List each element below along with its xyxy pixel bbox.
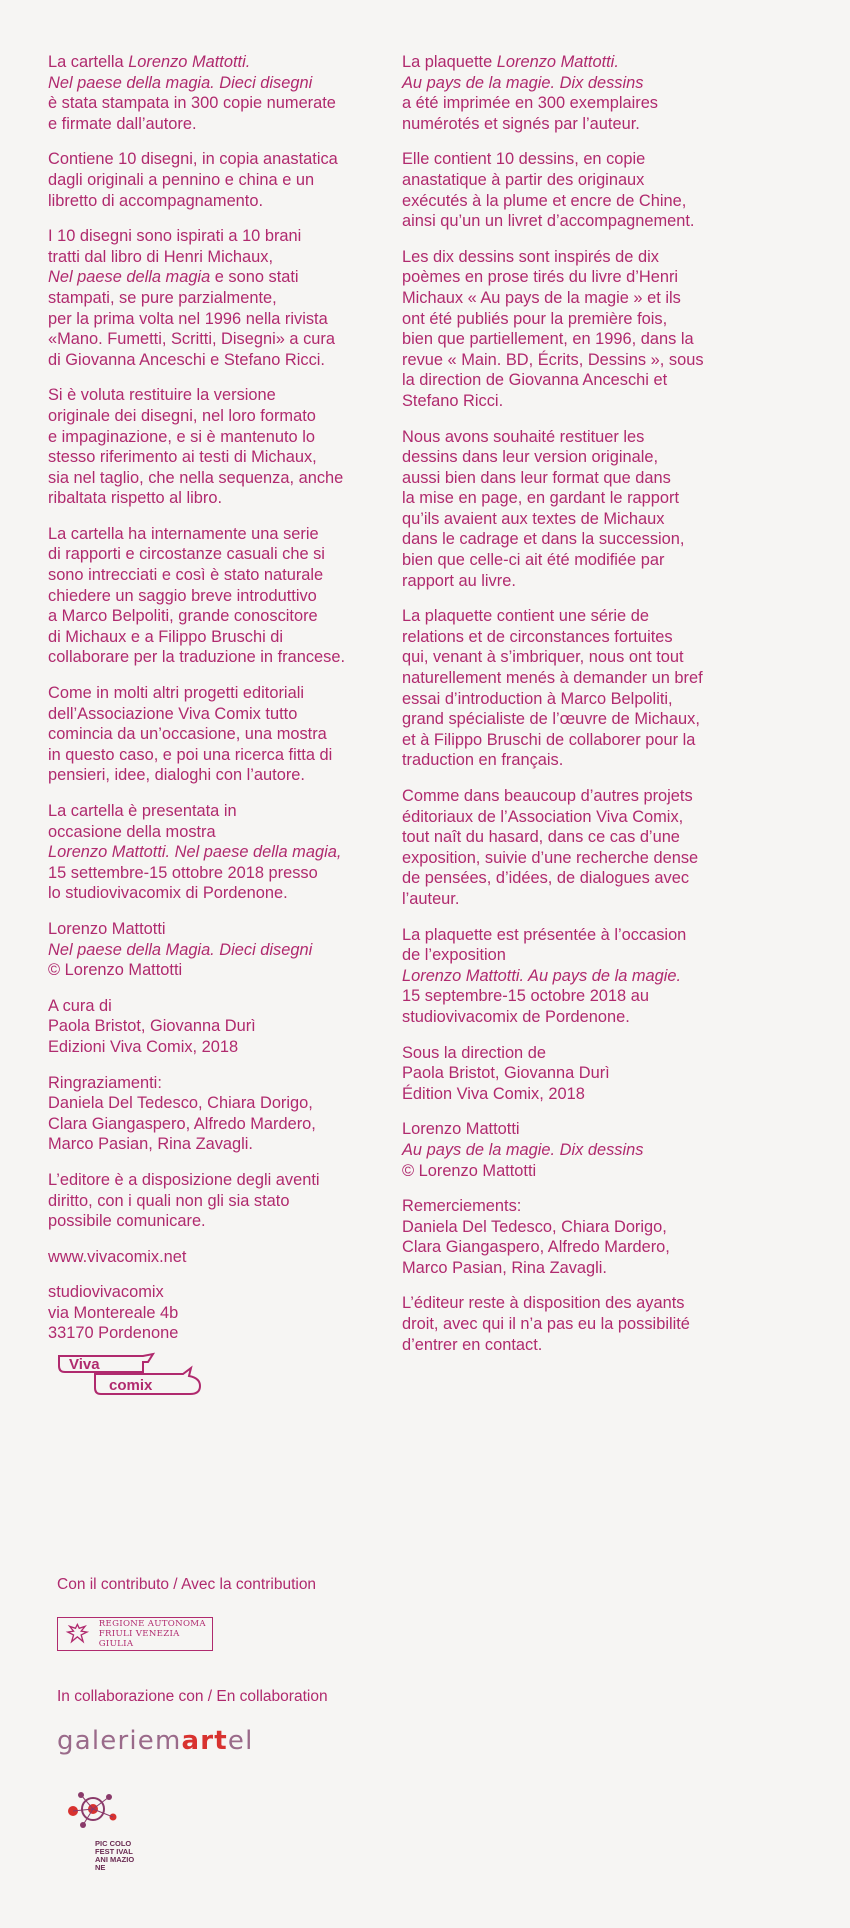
italian-text-line: possibile comunicare.	[48, 1212, 206, 1231]
french-text-line: Marco Pasian, Rina Zavagli.	[402, 1258, 607, 1277]
italian-text-line: chiedere un saggio breve introduttivo	[48, 586, 317, 605]
italian-text-line: La cartella è presentata in	[48, 802, 237, 820]
region-logo	[57, 1617, 213, 1651]
italian-paragraph	[48, 1073, 386, 1155]
french-text-line: dessins dans leur version originale,	[402, 448, 659, 467]
italian-text-line: studiovivacomix	[48, 1283, 164, 1302]
french-paragraph	[402, 1119, 782, 1181]
galerie-post: el	[227, 1726, 254, 1756]
italian-text-line: Marco Pasian, Rina Zavagli.	[48, 1135, 253, 1154]
italian-text-line: è stata stampata in 300 copie numerate	[48, 94, 336, 113]
region-line2: FRIULI VENEZIA GIULIA	[98, 1629, 180, 1649]
french-text-line: anastatique à partir des originaux	[402, 170, 645, 189]
italian-text-line: La cartella ha internamente una serie	[48, 524, 319, 543]
french-text-line: Comme dans beaucoup d’autres projets	[402, 787, 693, 805]
italian-text-line: diritto, con i quali non gli sia stato	[48, 1191, 290, 1210]
french-text-line: exécutés à la plume et encre de Chine,	[402, 191, 687, 210]
piccolo-festival-text: PIC COLO FEST IVAL ANI MAZIO NE	[95, 1839, 135, 1872]
french-paragraph	[402, 925, 782, 1028]
italian-text-line: occasione della mostra	[48, 822, 216, 841]
french-text-line: et à Filippo Bruschi de collaborer pour la	[402, 730, 696, 749]
italian-paragraph	[48, 919, 386, 981]
italian-paragraph	[48, 1282, 386, 1344]
french-text-line: Les dix dessins sont inspirés de dix	[402, 247, 659, 266]
italian-text-line: sia nel taglio, che nella sequenza, anche	[48, 468, 344, 487]
italian-text-line: comincia da un’occasione, una mostra	[48, 725, 327, 744]
french-text-line: © Lorenzo Mattotti	[402, 1161, 537, 1180]
french-text-line: Stefano Ricci.	[402, 391, 504, 410]
italian-text-line: Daniela Del Tedesco, Chiara Dorigo,	[48, 1094, 313, 1113]
italian-paragraph	[48, 801, 386, 904]
italian-text-line: a Marco Belpoliti, grande conoscitore	[48, 607, 318, 626]
french-text-line: La plaquette Lorenzo Mattotti.	[402, 53, 619, 71]
italian-text-line: per la prima volta nel 1996 nella rivista	[48, 309, 328, 328]
french-paragraph	[402, 149, 782, 231]
french-text-line: dans le cadrage et dans la succession,	[402, 530, 685, 549]
italian-text-line: Come in molti altri progetti editoriali	[48, 684, 304, 703]
french-text-line: Lorenzo Mattotti	[402, 1120, 520, 1139]
french-text-line: Elle contient 10 dessins, en copie	[402, 150, 646, 169]
italian-text-line: Nel paese della Magia. Dieci disegni	[48, 940, 313, 959]
italian-text-line: Lorenzo Mattotti. Nel paese della magia,	[48, 843, 342, 862]
french-column	[402, 52, 782, 1370]
french-text-line: qui, venant à s’imbriquer, nous ont tout	[402, 648, 684, 667]
french-text-line: Remerciements:	[402, 1197, 522, 1216]
italian-text-line: Ringraziamenti:	[48, 1073, 162, 1092]
french-text-line: Au pays de la magie. Dix dessins	[402, 73, 644, 92]
collaboration-label: In collaborazione con / En collaboration	[57, 1688, 328, 1705]
italian-text-line: © Lorenzo Mattotti	[48, 961, 183, 980]
italian-text-line: e impaginazione, e si è mantenuto lo	[48, 427, 315, 446]
french-text-line: Nous avons souhaité restituer les	[402, 427, 645, 446]
italian-paragraph	[48, 996, 386, 1058]
italian-text-line: Contiene 10 disegni, in copia anastatica	[48, 150, 338, 169]
french-text-line: tout naît du hasard, dans ce cas d’une	[402, 828, 680, 847]
french-paragraph	[402, 247, 782, 412]
italian-text-line: Clara Giangaspero, Alfredo Mardero,	[48, 1114, 316, 1133]
french-text-line: traduction en français.	[402, 751, 564, 770]
italian-text-line: pensieri, idee, dialoghi con l’autore.	[48, 766, 305, 785]
italian-paragraph	[48, 52, 386, 134]
italian-text-line: di Giovanna Anceschi e Stefano Ricci.	[48, 350, 325, 369]
italian-column	[48, 52, 386, 1359]
viva-comix-logo	[55, 1352, 205, 1396]
italian-text-line: Si è voluta restituire la versione	[48, 386, 276, 405]
french-text-line: bien que celle-ci ait été modifiée par	[402, 551, 665, 570]
french-text-line: numérotés et signés par l’auteur.	[402, 114, 640, 133]
viva-logo-bottom: comix	[109, 1377, 153, 1394]
italian-text-line: «Mano. Fumetti, Scritti, Disegni» a cura	[48, 330, 335, 349]
italian-text-line: dagli originali a pennino e china e un	[48, 170, 315, 189]
french-text-line: La plaquette est présentée à l’occasion	[402, 925, 687, 944]
french-text-line: de l’exposition	[402, 946, 506, 965]
french-paragraph	[402, 1196, 782, 1278]
italian-text-line: libretto di accompagnamento.	[48, 191, 264, 210]
contribution-label: Con il contributo / Avec la contribution	[57, 1576, 317, 1593]
french-text-line: ainsi qu’un un livret d’accompagnement.	[402, 212, 695, 231]
french-text-line: a été imprimée en 300 exemplaires	[402, 94, 659, 113]
french-text-line: bien que partiellement, en 1996, dans la	[402, 330, 694, 349]
french-text-line: la direction de Giovanna Anceschi et	[402, 371, 668, 390]
italian-text-line: I 10 disegni sono ispirati a 10 brani	[48, 227, 302, 246]
french-paragraph	[402, 1293, 782, 1355]
french-text-line: la mise en page, en gardant le rapport	[402, 489, 680, 508]
italian-text-line: e firmate dall’autore.	[48, 114, 197, 133]
italian-text-line: di Michaux e a Filippo Bruschi di	[48, 627, 284, 646]
french-text-line: l’auteur.	[402, 889, 460, 908]
galerie-pre: galeriem	[57, 1726, 182, 1756]
french-paragraph	[402, 786, 782, 910]
french-text-line: Lorenzo Mattotti. Au pays de la magie.	[402, 966, 682, 985]
italian-paragraph	[48, 1247, 386, 1268]
italian-paragraph	[48, 524, 386, 668]
italian-text-line: in questo caso, e poi una ricerca fitta di	[48, 745, 333, 764]
italian-text-line: tratti dal libro di Henri Michaux,	[48, 247, 274, 266]
italian-text-line: La cartella Lorenzo Mattotti.	[48, 53, 251, 71]
italian-text-line: di rapporti e circostanze casuali che si	[48, 545, 325, 564]
french-text-line: éditoriaux de l’Association Viva Comix,	[402, 807, 684, 826]
italian-text-line: lo studiovivacomix di Pordenone.	[48, 884, 288, 903]
italian-text-line: ribaltata rispetto al libro.	[48, 489, 223, 508]
italian-text-line: A cura di	[48, 996, 112, 1015]
french-text-line: rapport au livre.	[402, 571, 516, 590]
italian-text-line: Edizioni Viva Comix, 2018	[48, 1037, 239, 1056]
french-paragraph	[402, 52, 782, 134]
italian-text-line: www.vivacomix.net	[48, 1247, 187, 1266]
italian-text-line: Lorenzo Mattotti	[48, 919, 166, 938]
french-text-line: Michaux « Au pays de la magie » et ils	[402, 288, 681, 307]
italian-text-line: Paola Bristot, Giovanna Durì	[48, 1017, 256, 1036]
french-text-line: grand spécialiste de l’œuvre de Michaux,	[402, 710, 700, 729]
french-text-line: exposition, suivie d’une recherche dense	[402, 848, 699, 867]
italian-text-line: 33170 Pordenone	[48, 1324, 179, 1343]
italian-text-line: stampati, se pure parzialmente,	[48, 288, 277, 307]
french-text-line: de pensées, d’idées, de dialogues avec	[402, 869, 690, 888]
italian-text-line: via Montereale 4b	[48, 1303, 179, 1322]
french-text-line: Clara Giangaspero, Alfredo Mardero,	[402, 1238, 670, 1257]
italian-paragraph	[48, 226, 386, 370]
french-text-line: qu’ils avaient aux textes de Michaux	[402, 509, 665, 528]
french-text-line: L’éditeur reste à disposition des ayants	[402, 1294, 685, 1313]
italian-text-line: originale dei disegni, nel loro formato	[48, 406, 316, 425]
french-text-line: 15 septembre-15 octobre 2018 au	[402, 987, 649, 1006]
region-line1: REGIONE AUTONOMA	[98, 1619, 206, 1629]
french-text-line: Sous la direction de	[402, 1043, 546, 1062]
french-text-line: Édition Viva Comix, 2018	[402, 1084, 585, 1103]
french-text-line: studiovivacomix de Pordenone.	[402, 1007, 630, 1026]
french-text-line: relations et de circonstances fortuites	[402, 627, 673, 646]
french-text-line: Paola Bristot, Giovanna Durì	[402, 1064, 610, 1083]
french-text-line: poèmes en prose tirés du livre d’Henri	[402, 268, 679, 287]
french-text-line: aussi bien dans leur format que dans	[402, 468, 671, 487]
italian-text-line: sono intrecciati e così è stato naturale	[48, 566, 324, 585]
french-text-line: Au pays de la magie. Dix dessins	[402, 1140, 644, 1159]
italian-paragraph	[48, 1170, 386, 1232]
french-paragraph	[402, 427, 782, 592]
galerie-martel-logo	[57, 1726, 254, 1756]
french-text-line: naturellement menés à demander un bref	[402, 669, 703, 688]
viva-logo-top: Viva	[69, 1356, 100, 1373]
french-paragraph	[402, 1043, 782, 1105]
italian-paragraph	[48, 385, 386, 509]
eagle-icon	[64, 1620, 91, 1648]
french-paragraph	[402, 606, 782, 771]
italian-text-line: 15 settembre-15 ottobre 2018 presso	[48, 863, 318, 882]
italian-text-line: Nel paese della magia e sono stati	[48, 268, 299, 287]
french-text-line: ont été publiés pour la première fois,	[402, 309, 668, 328]
italian-text-line: Nel paese della magia. Dieci disegni	[48, 73, 313, 92]
french-text-line: essai d’introduction à Marco Belpoliti,	[402, 689, 673, 708]
french-text-line: Daniela Del Tedesco, Chiara Dorigo,	[402, 1217, 667, 1236]
italian-text-line: dell’Associazione Viva Comix tutto	[48, 704, 298, 723]
french-text-line: revue « Main. BD, Écrits, Dessins », sous	[402, 350, 704, 369]
italian-text-line: stesso riferimento ai testi di Michaux,	[48, 448, 317, 467]
french-text-line: droit, avec qui il n’a pas eu la possibilité	[402, 1315, 690, 1334]
italian-text-line: L’editore è a disposizione degli aventi	[48, 1170, 320, 1189]
french-text-line: d’entrer en contact.	[402, 1335, 543, 1354]
french-text-line: La plaquette contient une série de	[402, 607, 649, 626]
italian-paragraph	[48, 149, 386, 211]
italian-paragraph	[48, 683, 386, 786]
galerie-accent: art	[181, 1726, 228, 1756]
italian-text-line: collaborare per la traduzione in francese.	[48, 648, 346, 667]
